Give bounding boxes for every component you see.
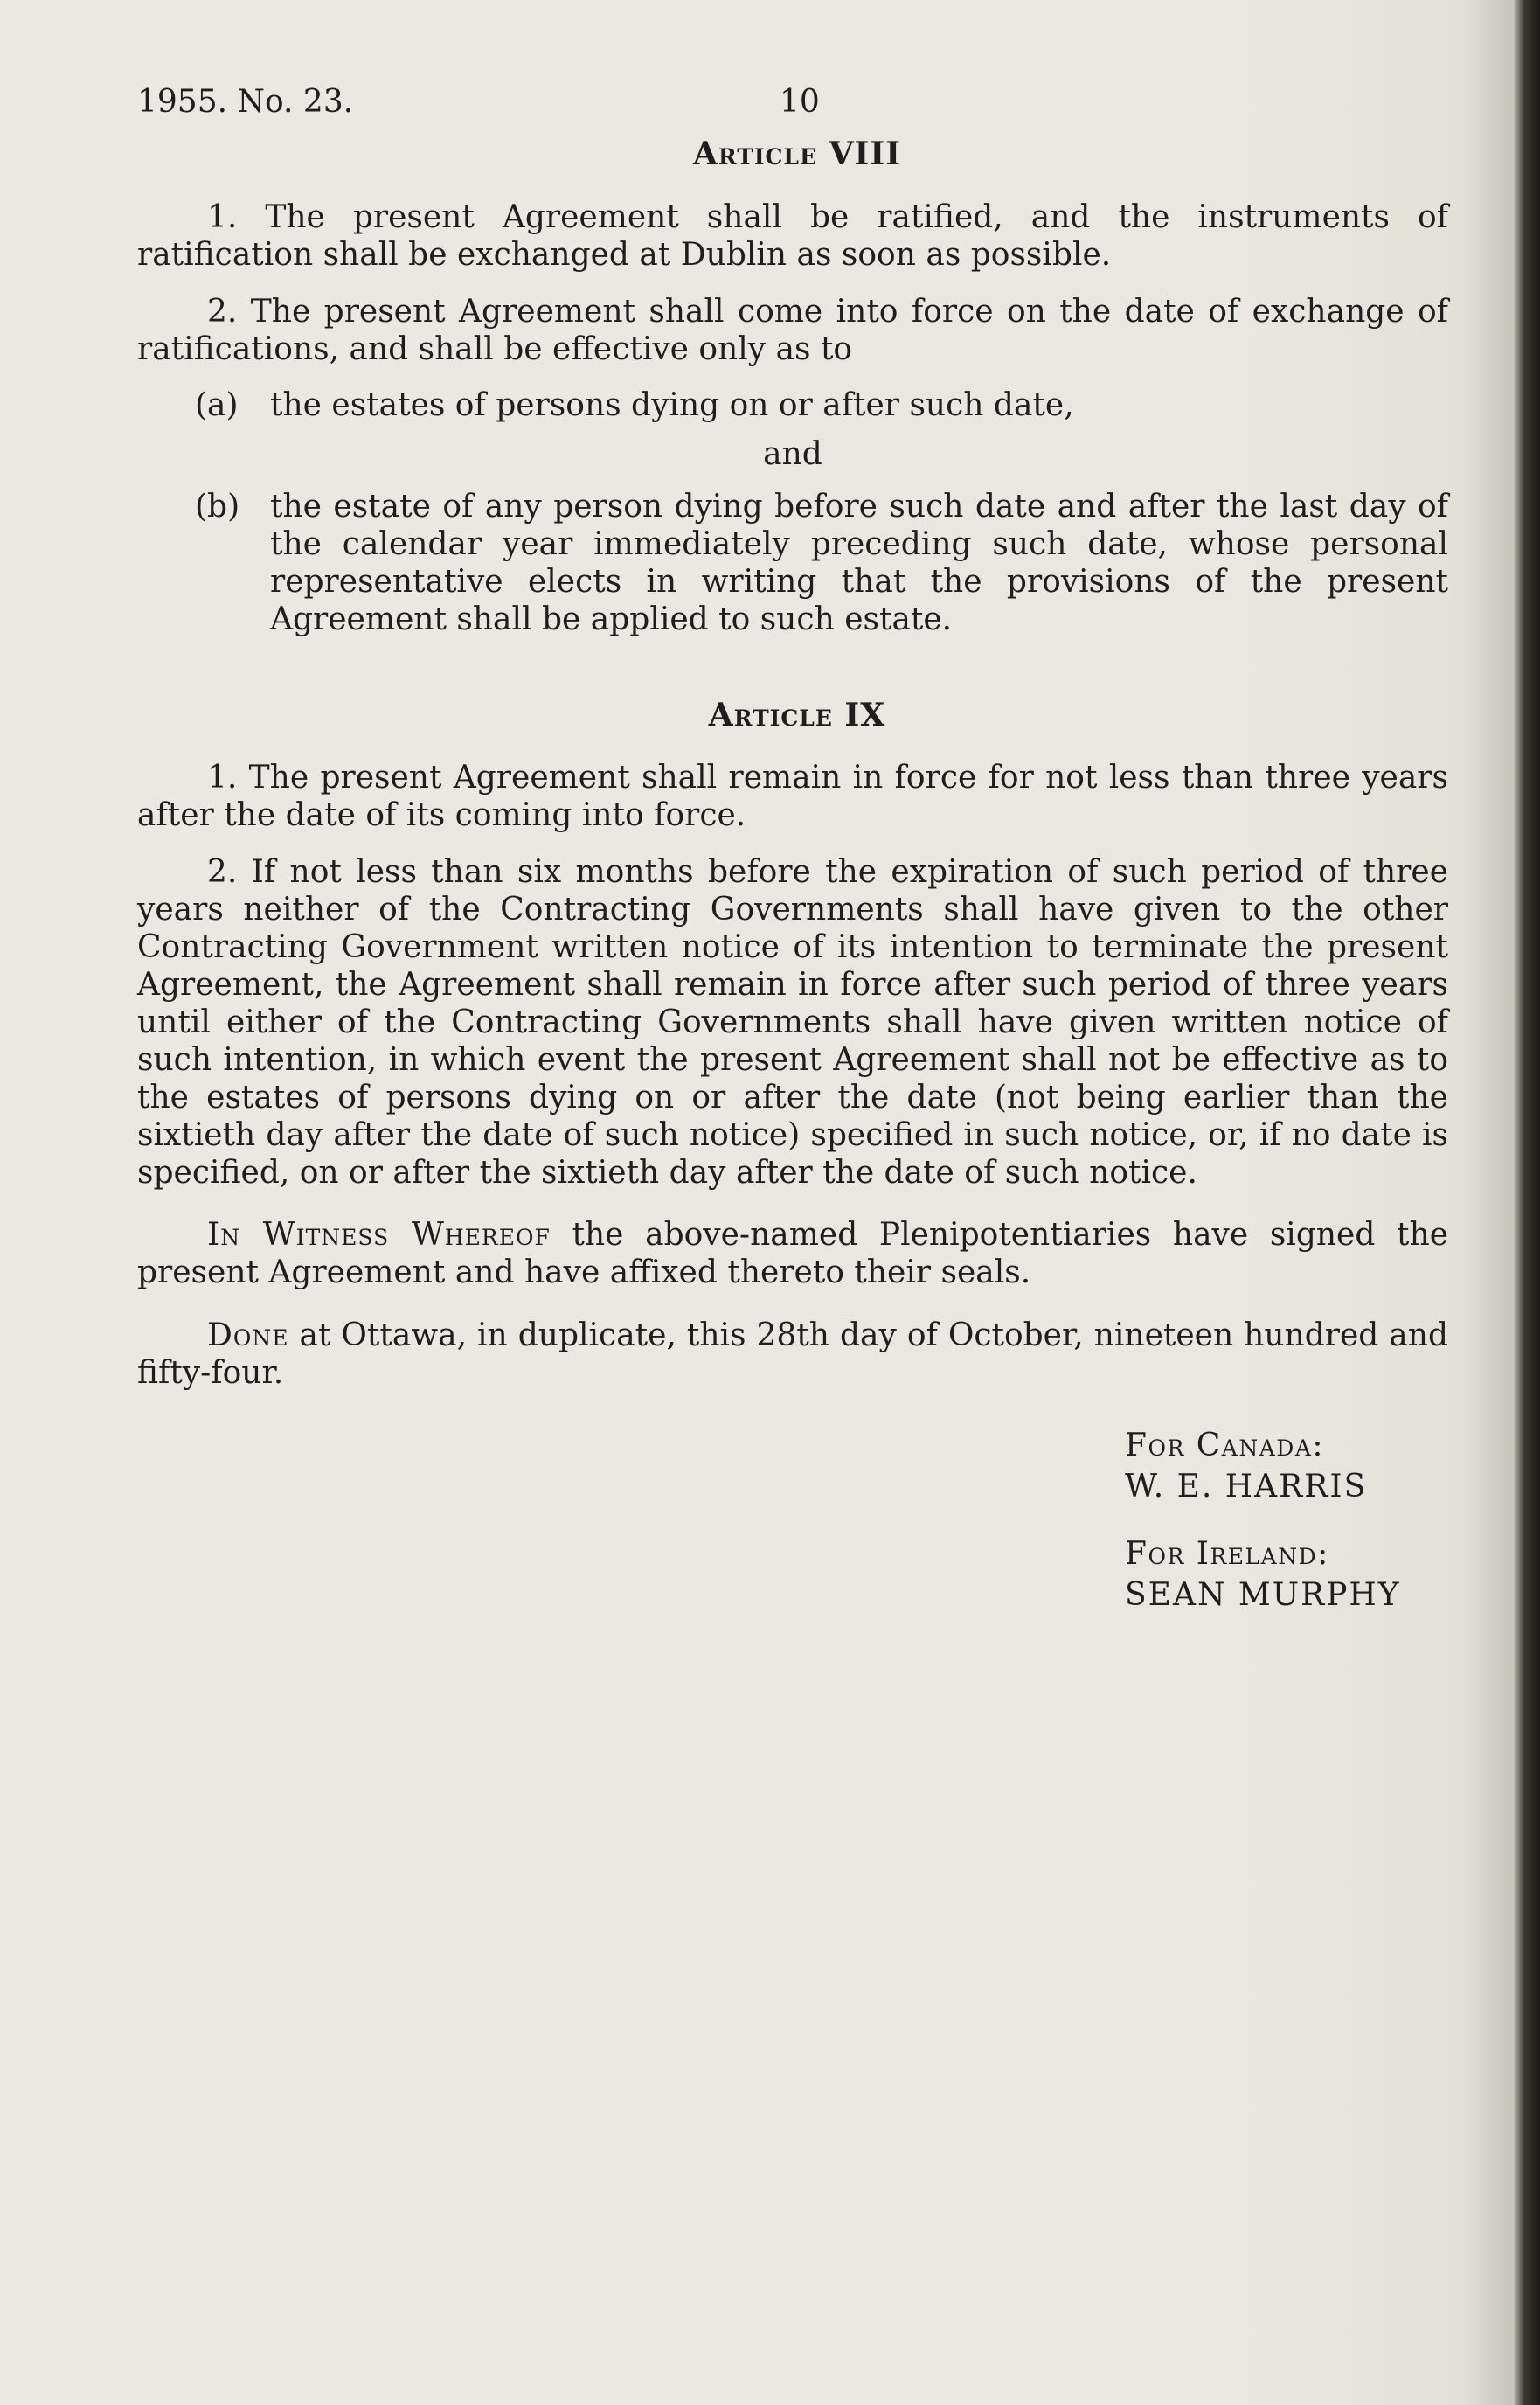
page-number: 10: [780, 84, 820, 120]
signature-canada-name: W. E. HARRIS: [1125, 1469, 1368, 1505]
signature-ireland-name: SEAN MURPHY: [1125, 1577, 1401, 1613]
article-ix-heading: Article IX: [708, 697, 886, 733]
done-text: at Ottawa, in duplicate, this 28th day of October, nineteen hundred and fifty-four.: [137, 1317, 1448, 1391]
list-item-a: [195, 386, 1448, 424]
witness-clause: [137, 1216, 1448, 1291]
done-lead: Done: [207, 1317, 289, 1353]
witness-lead: In Witness Whereof: [207, 1217, 551, 1253]
done-clause: [137, 1317, 1448, 1392]
article-viii-paragraph-1: 1. The present Agreement shall be ratified, and the instruments of ratification shall be exchanged at Dublin as soon as possible.: [137, 199, 1448, 273]
list-text-a: the estates of persons dying on or after such date,: [270, 387, 1074, 423]
list-item-b: [195, 488, 1448, 638]
signature-canada: [1125, 1427, 1448, 1509]
witness-text: the above-named Plenipotentiaries have signed the present Agreement and have affixed thereto their seals.: [137, 1217, 1448, 1290]
document-content: [137, 83, 1448, 1617]
article-viii: [137, 136, 1448, 638]
list-text-b: the estate of any person dying before such date and after the last day of the calendar year immediately preceding such date, whose personal representative elects in writing that the provisions of the present Agreement shall be applied to such estate.: [270, 489, 1448, 637]
article-ix: [137, 697, 1448, 1192]
list-marker-b: (b): [195, 489, 240, 525]
article-viii-heading: Article VIII: [692, 136, 902, 172]
article-ix-paragraph-1: 1. The present Agreement shall remain in force for not less than three years after the date of its coming into force.: [137, 760, 1448, 833]
signature-ireland-label: For Ireland:: [1125, 1536, 1329, 1572]
signature-block: [1125, 1427, 1448, 1617]
article-ix-paragraph-2: 2. If not less than six months before the expiration of such period of three years neither of the Contracting Governments shall have given to the other Contracting Government written notice of its intention to terminate the present Agreement, the Agreement shall remain in force after such period of three years until either of the Contracting Governments shall have given written notice of such intention, in which event the present Agreement shall not be effective as to the estates of persons dying on or after the date (not being earlier than the sixtieth day after the date of such notice) specified in such notice, or, if no date is specified, on or after the sixtieth day after the date of such notice.: [137, 854, 1448, 1191]
signature-ireland: [1125, 1535, 1448, 1617]
article-viii-paragraph-2: 2. The present Agreement shall come into force on the date of exchange of ratifications, and shall be effective only as to: [137, 294, 1448, 367]
page-header: [137, 83, 1448, 136]
page-binding-edge: [1514, 0, 1540, 2405]
conjunction-and: and: [763, 436, 822, 472]
signature-canada-label: For Canada:: [1125, 1428, 1324, 1463]
list-marker-a: (a): [195, 387, 239, 423]
statute-reference: 1955. No. 23.: [137, 84, 354, 120]
